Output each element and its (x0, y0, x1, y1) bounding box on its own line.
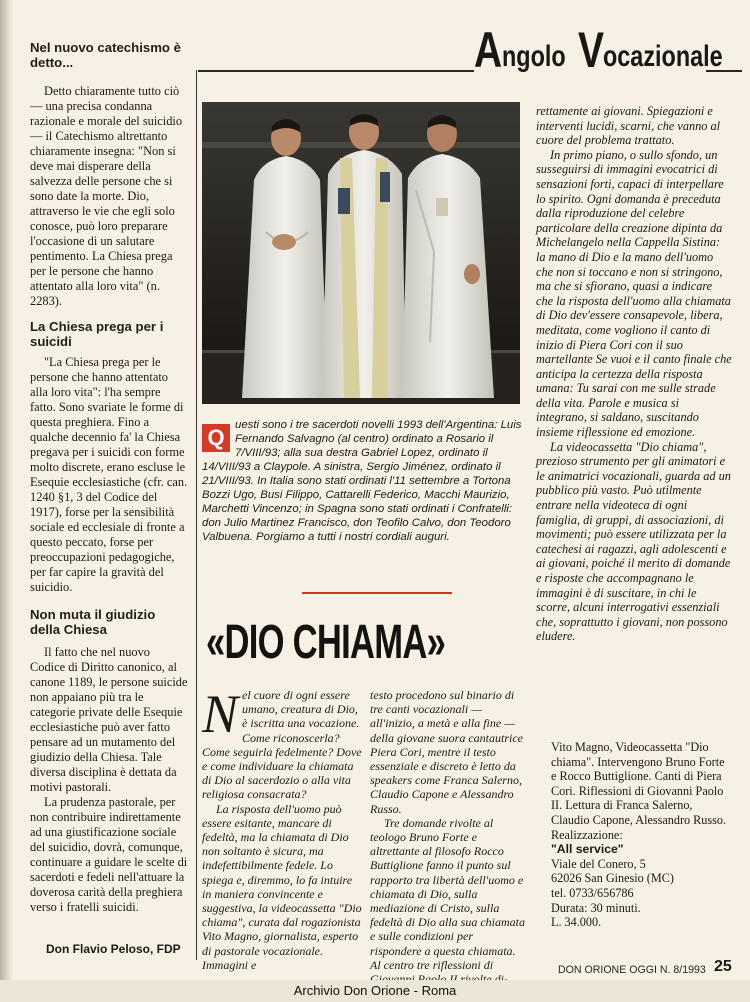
credits-price: L. 34.000. (551, 915, 602, 930)
credits-line-1: Vito Magno, Videocassetta "Dio chiama". Intervengono Bruno Forte e Rocco Buttiglione. Canti di Piera Cori. Riflessioni di Giovanni Paolo II. Lettura di Franca Salerno, Claudio Capone, Alessandro Russo. Realizzazione: (551, 740, 727, 842)
caption-red-rule (302, 592, 452, 594)
right-paragraph-3: La videocassetta "Dio chiama", prezioso strumento per gli animatori e le animatrici vocazionali, guarda ad un pubblico più vasto. Può utilmente entrare nella videoteca di ogni famiglia, di gruppi, di associazioni, di movimenti; può essere utilizzata per la catechesi ai ragazzi, agli adolescenti e ai giovani, poiché il merito di domande e risposte che accompagnano le immagini è di suscitare, in chi le scorre, alcuni interrogativi essenziali che, soprattutto i giovani, non possono eludere. (536, 439, 731, 644)
left-paragraph-2: "La Chiesa prega per le persone che hanno attentato alla loro vita": l'ha sempre fatto. Sono svariate le forme di questa preghiera. Fino a qualche decennio fa' la Chiesa pregava per i suicidi con forme molto discrete, erano escluse le Esequie ecclesiastiche (cfr. can. 1240 §1, 3 del Codice del 1917), forse per la sensibilità sociale ed ecclesiale di fronte a questo peccato, forse per preoccupazioni pedagogiche, per far capire la gravità del suicidio. (30, 355, 188, 594)
section-title-initial-v: V (577, 22, 604, 78)
caption-text: uesti sono i tre sacerdoti novelli 1993 dell'Argentina: Luis Fernando Salvagno (al centro) ordinato a Rosario il 7/VIII/93; alla sua destra Gabriel Lopez, ordinato il 14/VIII/93 a Claypole. A sinistra, Sergio Jiménez, ordinato il 21/VIII/93. In Italia sono stati ordinati l'11 settembre a Tortona Bozzi Ugo, Busi Filippo, Cattarelli Federico, Macchi Maurizio, Marchetti Vincenzo; in Spagna sono stati ordinati i Confratelli: don Julio Martinez Francisco, don Teofilo Calvo, don Teodoro Valbuena. Porgiamo a tutti i nostri cordiali auguri. (202, 419, 522, 543)
priests-photo (202, 102, 520, 404)
section-title-initial-a: A (474, 22, 503, 78)
left-heading-2: La Chiesa prega per i suicidi (30, 319, 164, 349)
archive-credit-bar: Archivio Don Orione - Roma (0, 980, 750, 1002)
video-credits (551, 740, 731, 930)
article-paragraph-4: Tre domande rivolte al teologo Bruno Forte e altrettante al filosofo Rocco Buttiglione fanno il punto sul rapporto tra libertà dell'uomo e chiamata di Dio, sulla mediazione di Cristo, sulla fedeltà di Dio alla sua chiamata e sulle condizioni per rispondere a questa chiamata. Al centro tre riflessioni di (370, 815, 525, 972)
footer-magazine-issue: DON ORIONE OGGI N. 8/1993 (558, 964, 706, 976)
footer-page-number: 25 (714, 958, 732, 975)
article-paragraph-2: La risposta dell'uomo può essere esitante, mancare di fedeltà, ma la chiamata di Dio non soltanto è sicura, ma indefettibilmente fedele. Lo spiega e, diremmo, lo fa intuire in maniera convincente e suggestiva, la videocassetta "Dio chiama", curata dal rogazionista Vito Magno, giornalista, esperto di pastorale vocazionale. Immagini e (202, 801, 362, 972)
left-heading-3: Non muta il giudizio della Chiesa (30, 607, 156, 637)
credits-duration: Durata: 30 minuti. (551, 900, 641, 915)
credits-address: Viale del Conero, 5 (551, 856, 646, 871)
header-rule-left (198, 70, 474, 72)
photo-caption (202, 418, 524, 544)
credits-producer: "All service" (551, 842, 624, 857)
article-paragraph-1: el cuore di ogni essere umano, creatura di Dio, è iscritta una vocazione. Come riconoscerla? Come seguirla fedelmente? Dove e come individuare la chiamata di Dio al sacerdozio o alla vita religiosa consacrata? (202, 688, 362, 802)
left-paragraph-3: Il fatto che nel nuovo Codice di Diritto canonico, al canone 1189, le persone suicide non appaiano più tra le categorie private delle Esequie ecclesiastiche può aver fatto pensare ad un mutamento del giudizio della Chiesa. Tale diversa disciplina è dettata da motivi pastorali. (30, 645, 188, 794)
article-column-2 (370, 688, 526, 986)
article-column-1 (202, 684, 362, 972)
left-heading-1: Nel nuovo catechismo è detto... (30, 40, 181, 70)
article-drop-cap: N (202, 684, 239, 744)
right-paragraph-2: In primo piano, o sullo sfondo, un susseguirsi di immagini evocatrici di sensazioni forti, capaci di interpellare lo spirito. Ogni domanda è preceduta dalla riproduzione del celebre particolare della creazione dipinta da Michelangelo nella Cappella Sistina: la mano di Dio e la mano dell'uomo che non si toccano e non si stringono, ma che si sfiorano, quasi a indicare che la risposta dell'uomo alla chiamata di Dio dev'essere consapevole, libera, meditata, come vogliono il canto di inizio di Piera Cori con il suo martellante Se vuoi e il canto finale che anticipa la certezza della risposta umana: Tu sarai con me sulle strade della vita. Parole e musica si integrano, si saldano, suscitando insieme riflessione ed emozione. (536, 147, 732, 440)
priests-photo-drawing (202, 102, 520, 404)
article-paragraph-3: testo procedono sul binario di tre canti vocazionali — all'inizio, a metà e alla fine — della giovane suora cantautrice Piera Cori, mentre il testo essenziale e discreto è letto da speakers come Franca Salerno, Claudio Capone e Alessandro Russo. (370, 688, 523, 816)
section-title-word-a: ngolo (502, 40, 566, 73)
section-title-word-v: ocazionale (603, 40, 723, 73)
article-title: «DIO CHIAMA» (206, 616, 446, 669)
page-spine-shadow (0, 0, 14, 980)
column-divider (196, 70, 197, 960)
section-title (474, 22, 750, 78)
right-column (536, 104, 732, 644)
left-signature: Don Flavio Peloso, FDP (46, 942, 181, 956)
credits-phone: tel. 0733/656786 (551, 885, 634, 900)
left-column (30, 40, 188, 915)
caption-drop-cap: Q (202, 424, 230, 452)
left-paragraph-4: La prudenza pastorale, per non contribuire indirettamente ad una giustificazione sociale del suicidio, dovrà, comunque, continuare a guidare le scelte di sacerdoti e fedeli nell'attuare la doverosa carità della preghiera verso i fratelli suicidi. (30, 795, 188, 914)
credits-city: 62026 San Ginesio (MC) (551, 871, 674, 886)
left-paragraph-1: Detto chiaramente tutto ciò — una precisa condanna razionale e morale del suicidio — il Catechismo altrettanto chiaramente insegna: "Non si deve mai disperare della salvezza delle persone che si sono date la morte. Dio, attraverso le vie che egli solo conosce, può loro preparare l'occasione di un salutare pentimento. La Chiesa prega per le persone che hanno attentato alla loro vita" (n. 2283). (30, 84, 183, 308)
right-paragraph-1: rettamente ai giovani. Spiegazioni e interventi lucidi, scarni, che vanno al cuore del problema trattato. (536, 104, 721, 148)
